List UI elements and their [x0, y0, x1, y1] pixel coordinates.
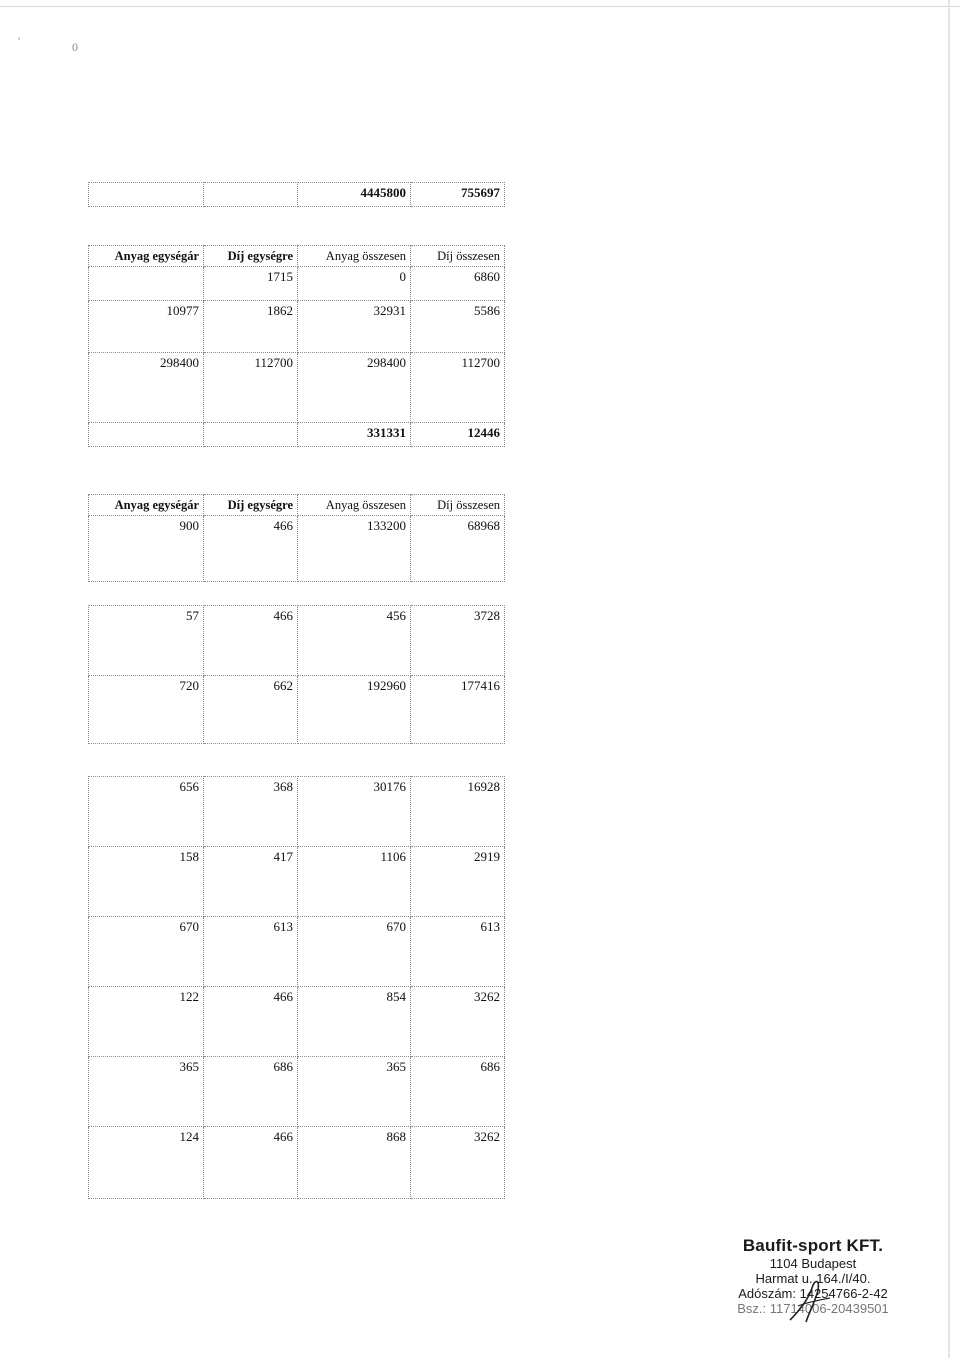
table-cell: 158 — [89, 847, 204, 917]
table-row — [89, 606, 505, 676]
table-cell — [89, 183, 204, 207]
grand-total-fee: 755697 — [411, 183, 505, 207]
table-row — [89, 917, 505, 987]
stamp-city: 1104 Budapest — [769, 1256, 857, 1271]
table-row — [89, 847, 505, 917]
table-cell: 1862 — [204, 301, 298, 353]
table-cell: 192960 — [298, 676, 411, 744]
table-row — [89, 353, 505, 423]
table-cell — [204, 423, 298, 447]
table-cell: 466 — [204, 1127, 298, 1199]
table-row — [89, 987, 505, 1057]
subtotal-material: 331331 — [298, 423, 411, 447]
table-cell: 124 — [89, 1127, 204, 1199]
table-cell: 417 — [204, 847, 298, 917]
table-cell — [89, 267, 204, 301]
table-cell: 133200 — [298, 516, 411, 582]
table-cell: 854 — [298, 987, 411, 1057]
cost-table-4 — [88, 776, 505, 1199]
table-row — [89, 676, 505, 744]
table-cell: 16928 — [411, 777, 505, 847]
table-cell: 365 — [298, 1057, 411, 1127]
table-cell: 3728 — [411, 606, 505, 676]
table-cell: 3262 — [411, 987, 505, 1057]
header-fee-per-unit: Díj egységre — [204, 495, 298, 516]
table-cell: 10977 — [89, 301, 204, 353]
table-row — [89, 777, 505, 847]
cost-table-1 — [88, 245, 505, 447]
table-cell: 30176 — [298, 777, 411, 847]
table-row — [89, 423, 505, 447]
header-material-total: Anyag összesen — [298, 495, 411, 516]
table-header-row — [89, 495, 505, 516]
header-material-unit-price: Anyag egységár — [89, 495, 204, 516]
header-material-total: Anyag összesen — [298, 246, 411, 267]
table-cell: 1106 — [298, 847, 411, 917]
table-row — [89, 301, 505, 353]
table-cell: 613 — [204, 917, 298, 987]
scan-right-edge — [948, 0, 950, 1358]
stamp-tax-number: Adószám: 14254766-2-42 — [738, 1286, 888, 1301]
table-row — [89, 267, 505, 301]
header-fee-total: Díj összesen — [411, 246, 505, 267]
table-cell: 466 — [204, 606, 298, 676]
table-cell: 122 — [89, 987, 204, 1057]
table-cell: 112700 — [411, 353, 505, 423]
header-fee-per-unit: Díj egységre — [204, 246, 298, 267]
table-cell — [89, 423, 204, 447]
table-row — [89, 1057, 505, 1127]
margin-mark-2: 0 — [72, 40, 78, 54]
table-cell: 868 — [298, 1127, 411, 1199]
margin-mark: ' — [18, 34, 21, 48]
stamp-street: Harmat u. 164./I/40. — [755, 1271, 871, 1286]
table-cell: 466 — [204, 516, 298, 582]
table-cell: 900 — [89, 516, 204, 582]
table-cell: 613 — [411, 917, 505, 987]
table-cell: 365 — [89, 1057, 204, 1127]
table-cell: 656 — [89, 777, 204, 847]
table-cell: 686 — [411, 1057, 505, 1127]
stamp-bank-account: Bsz.: 11714006-20439501 — [737, 1301, 889, 1316]
table-header-row — [89, 246, 505, 267]
scan-top-edge — [0, 6, 960, 7]
table-cell: 466 — [204, 987, 298, 1057]
table-cell: 6860 — [411, 267, 505, 301]
header-fee-total: Díj összesen — [411, 495, 505, 516]
table-row — [89, 183, 505, 207]
stamp-company-name: Baufit-sport KFT. — [742, 1236, 884, 1255]
table-row — [89, 516, 505, 582]
table-cell: 368 — [204, 777, 298, 847]
table-cell: 2919 — [411, 847, 505, 917]
header-material-unit-price: Anyag egységár — [89, 246, 204, 267]
table-cell — [204, 183, 298, 207]
table-cell: 670 — [298, 917, 411, 987]
cost-table-3 — [88, 605, 505, 744]
table-cell: 720 — [89, 676, 204, 744]
table-cell: 57 — [89, 606, 204, 676]
subtotal-fee: 12446 — [411, 423, 505, 447]
table-cell: 686 — [204, 1057, 298, 1127]
cost-table-2 — [88, 494, 505, 582]
table-cell: 5586 — [411, 301, 505, 353]
table-row — [89, 1127, 505, 1199]
table-cell: 662 — [204, 676, 298, 744]
table-cell: 1715 — [204, 267, 298, 301]
table-cell: 3262 — [411, 1127, 505, 1199]
table-cell: 298400 — [298, 353, 411, 423]
table-cell: 112700 — [204, 353, 298, 423]
grand-total-material: 4445800 — [298, 183, 411, 207]
totals-table — [88, 182, 505, 207]
table-cell: 0 — [298, 267, 411, 301]
table-cell: 177416 — [411, 676, 505, 744]
table-cell: 298400 — [89, 353, 204, 423]
table-cell: 456 — [298, 606, 411, 676]
signature-icon — [780, 1270, 840, 1330]
table-cell: 32931 — [298, 301, 411, 353]
table-cell: 670 — [89, 917, 204, 987]
table-cell: 68968 — [411, 516, 505, 582]
